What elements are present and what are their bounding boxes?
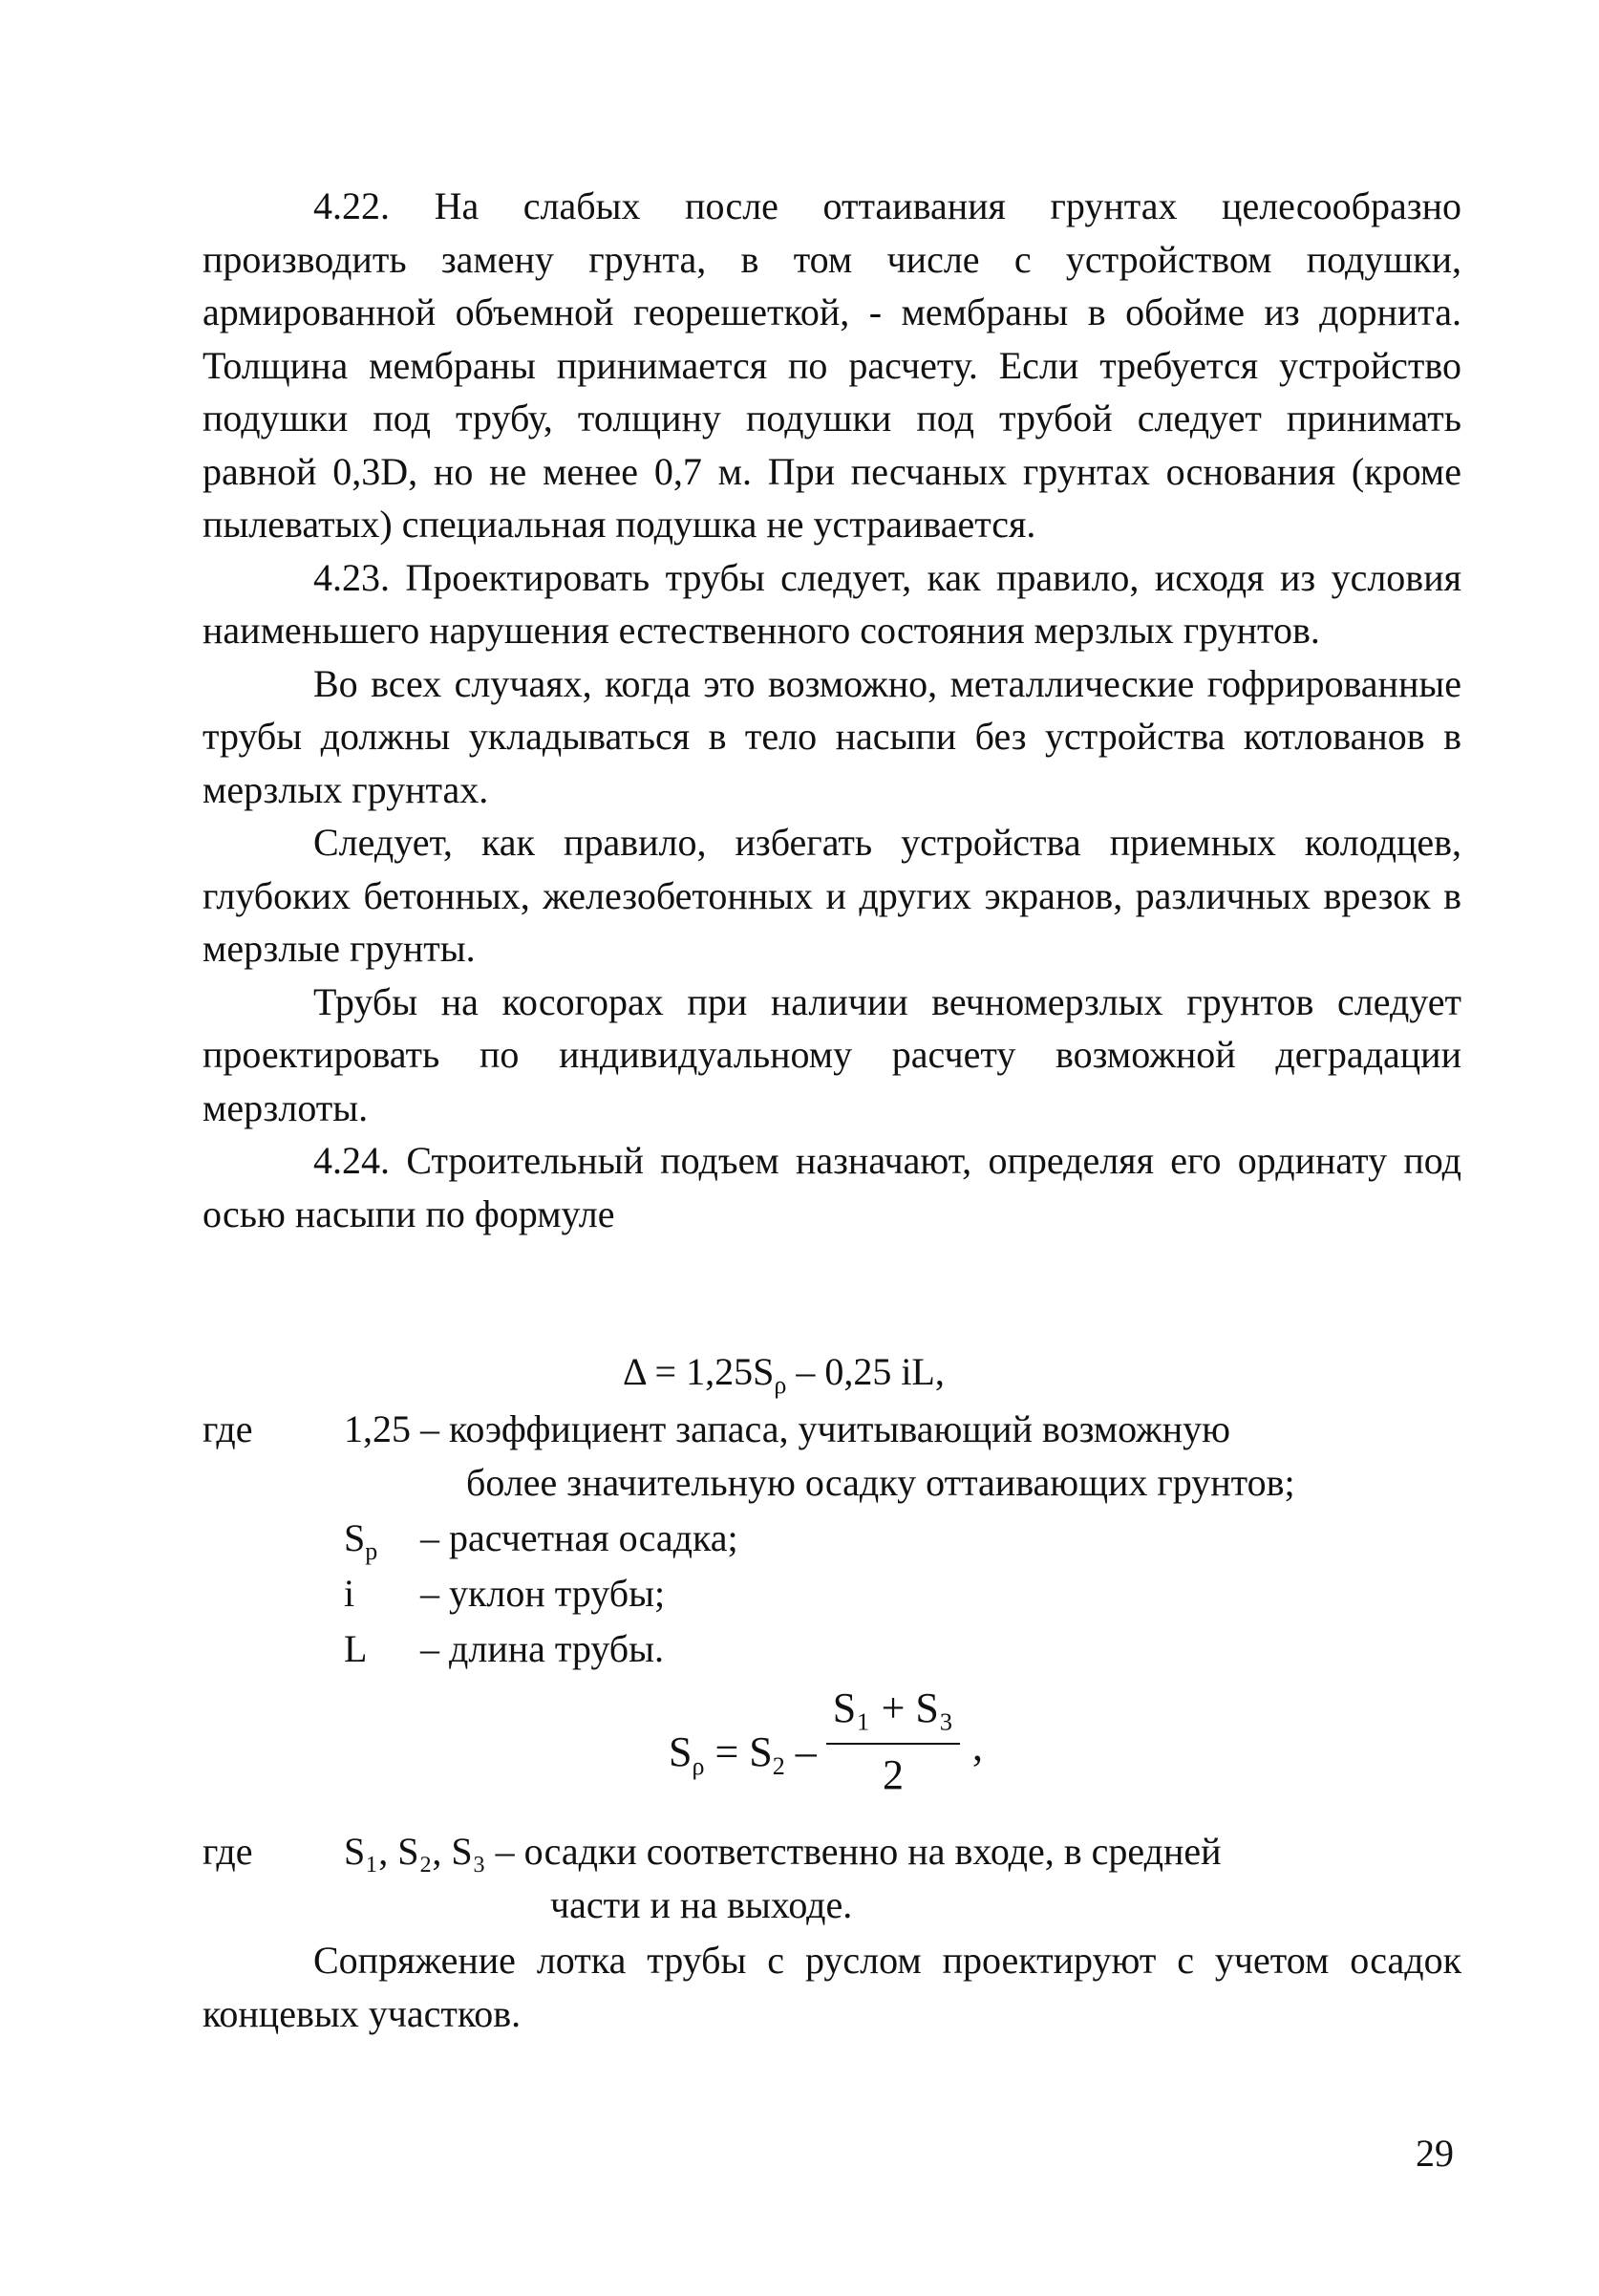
formula-camber-rhs: – 0,25 iL, — [786, 1350, 945, 1393]
def-row-settlements-cont: части и на выходе. — [550, 1883, 853, 1926]
paragraph-4-23-c: Следует, как правило, избегать устройства приемных колодцев, глубоких бетонных, железобетонных и других экранов, различных врезок в мерзлые грунты. — [203, 821, 1461, 970]
def-row-l — [344, 1622, 664, 1675]
page-number: 29 — [1416, 2132, 1454, 2175]
def-symbol: i — [344, 1572, 355, 1615]
paragraph-4-23: 4.23. Проектировать трубы следует, как правило, исходя из условия наименьшего нарушения естественного состояния мерзлых грунтов. — [203, 555, 1461, 652]
formula-settlement — [669, 1684, 1051, 1817]
formula-comma: , — [972, 1723, 983, 1770]
fraction-numerator: S₁ + S₃ — [832, 1684, 954, 1731]
def-symbol: L — [344, 1627, 368, 1670]
def-description: – уклон трубы; — [420, 1572, 666, 1615]
def-description: более значительную осадку оттаивающих грунтов; — [466, 1461, 1295, 1504]
def-description: – расчетная осадка; — [420, 1516, 738, 1559]
def-row-coef — [344, 1403, 1230, 1455]
paragraph-4-23-d: Трубы на косогорах при наличии вечномерзлых грунтов следует проектировать по индивидуальному расчету возможной деградации мерзлоты. — [203, 979, 1461, 1129]
def-description: – коэффициент запаса, учитывающий возможную — [420, 1407, 1231, 1450]
def-symbol: $S_р$ — [344, 1516, 378, 1565]
paragraph-closing: Сопряжение лотка трубы с руслом проектируют с учетом осадок концевых участков. — [203, 1939, 1461, 2035]
def-row-coef-cont — [466, 1456, 1295, 1509]
paragraph-4-22: 4.22. На слабых после оттаивания грунтах целесообразно производить замену грунта, в том числе с устройством подушки, армированной объемной георешеткой, - мембраны в обойме из дорнита. Толщина мембраны принимается по расчету. Если требуется устройство подушки под трубу, толщину подушки под трубой следует принимать равной 0,3D, но не менее 0,7 м. При песчаных грунтах основания (кроме пылеватых) специальная подушка не устраивается. — [203, 184, 1461, 546]
formula-settlement-lhs: $S_\rho = S_2$ – — [669, 1728, 817, 1780]
where-label-1: где — [203, 1407, 253, 1450]
def-description: – длина трубы. — [420, 1627, 665, 1670]
fraction-denominator: 2 — [883, 1751, 904, 1798]
where-label-2: где — [203, 1830, 253, 1873]
formula-camber-lhs: Δ = 1,25S — [623, 1350, 775, 1393]
main-text — [203, 180, 1461, 1240]
def-symbol: 1,25 — [344, 1407, 411, 1450]
paragraph-4-24: 4.24. Строительный подъем назначают, определяя его ординату под осью насыпи по формуле — [203, 1139, 1461, 1235]
formula-camber-sub: ρ — [774, 1371, 787, 1399]
fraction-bar — [826, 1743, 960, 1745]
def-row-i — [344, 1567, 665, 1620]
def-row-settlements: S₁, S₂, S₃ – осадки соответственно на входе, в средней — [344, 1830, 1222, 1873]
paragraph-4-23-b: Во всех случаях, когда это возможно, металлические гофрированные трубы должны укладываться в тело насыпи без устройства котлованов в мерзлых грунтах. — [203, 661, 1461, 811]
formula-camber — [623, 1345, 945, 1411]
closing-text — [203, 1934, 1461, 2040]
